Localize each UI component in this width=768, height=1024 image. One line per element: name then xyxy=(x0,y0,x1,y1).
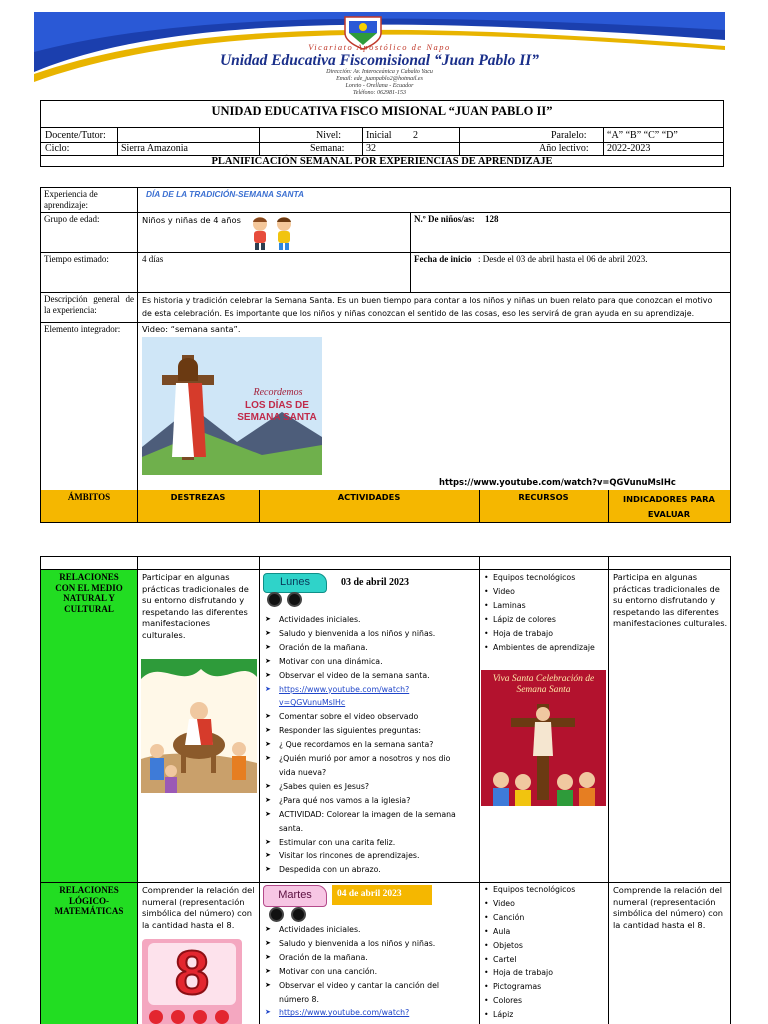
ambito-green-cell-1 xyxy=(41,570,137,882)
activity-item-cont: número 8. xyxy=(279,994,319,1004)
resource-item: • Video xyxy=(484,897,606,911)
activity-item: ➤ Visitar los rincones de aprendizajes. xyxy=(265,849,477,863)
day-label-martes: Martes xyxy=(278,889,312,901)
resource-item: • Laminas xyxy=(484,599,606,613)
activity-item: ➤ ¿Para qué nos vamos a la iglesia? xyxy=(265,794,477,808)
school-name: Unidad Educativa Fiscomisional “Juan Pablo II” xyxy=(219,52,540,69)
resource-item: • Pictogramas xyxy=(484,980,606,994)
ano-lectivo-value: 2022-2023 xyxy=(607,143,651,154)
activities-list-1 xyxy=(265,613,477,877)
activity-video-link-cont[interactable]: v=QGVunuMsIHc xyxy=(279,698,346,708)
image-text-semana-santa: SEMANA SANTA xyxy=(237,412,317,423)
experience-title: DÍA DE LA TRADICIÓN-SEMANA SANTA xyxy=(146,189,304,199)
number-8-image xyxy=(142,939,242,1024)
resource-item: • Hoja de trabajo xyxy=(484,627,606,641)
resource-item: • Cartel xyxy=(484,953,606,967)
descripcion-line-2: de esta celebración. Es importante que los niños y niñas conozcan el sentido de las cosas, eso les servirá de gran ayuda en su aprendizaje. xyxy=(142,309,695,318)
fecha-value: : Desde el 03 de abril hasta el 06 de abril 2023. xyxy=(478,254,648,264)
resource-item: • Aula xyxy=(484,925,606,939)
ambito-2: RELACIONES LÓGICO-MATEMÁTICAS xyxy=(54,885,124,916)
grupo-value: Niños y niñas de 4 años xyxy=(142,215,241,225)
fecha-label: Fecha de inicio xyxy=(414,254,472,264)
activity-item: ➤ Oración de la mañana. xyxy=(265,641,477,655)
header-ambitos: ÁMBITOS xyxy=(67,492,111,502)
date-2: 04 de abril 2023 xyxy=(337,889,402,899)
resource-item: • Canción xyxy=(484,911,606,925)
semana-label: Semana: xyxy=(310,143,345,154)
ambito-1: RELACIONES CON EL MEDIO NATURAL Y CULTURAL xyxy=(55,572,123,614)
vicariato-text: Vicariato Apostólico de Napo xyxy=(308,42,451,52)
activity-item: ➤ Motivar con una dinámica. xyxy=(265,655,477,669)
header-destrezas: DESTREZAS xyxy=(170,492,226,502)
activity-item: ➤ Actividades iniciales. xyxy=(265,923,477,937)
activity-item: ➤ Observar el video de la semana santa. xyxy=(265,669,477,683)
day-label-lunes: Lunes xyxy=(280,576,310,588)
image-text-recordemos: Recordemos xyxy=(253,387,303,398)
ciclo-value: Sierra Amazonia xyxy=(121,143,188,154)
resource-item: • Hoja de trabajo xyxy=(484,966,606,980)
resource-item: • Lápiz xyxy=(484,1008,606,1022)
activity-item-cont: vida nueva? xyxy=(279,767,327,777)
experience-label: Experiencia de aprendizaje: xyxy=(44,189,98,210)
activities-table xyxy=(40,556,731,1024)
activity-item: ➤ Motivar con una canción. xyxy=(265,965,477,979)
descripcion-line-1: Es historia y tradición celebrar la Semana Santa. Es un buen tiempo para contar a los niños y niñas un buen relato para que conozcan el motivo xyxy=(142,296,713,305)
semana-value: 32 xyxy=(366,143,376,154)
info-table xyxy=(40,100,724,167)
activity-item: ➤ Comentar sobre el video observado xyxy=(265,710,477,724)
activity-item: ➤ Saludo y bienvenida a los niños y niñas. xyxy=(265,627,477,641)
poster-title: Viva Santa Celebración de Semana Santa xyxy=(492,674,595,695)
resource-item: • Objetos xyxy=(484,939,606,953)
paralelo-label: Paralelo: xyxy=(551,130,587,141)
activity-item: ➤ Actividades iniciales. xyxy=(265,613,477,627)
location-line: Loreto - Orellana - Ecuador xyxy=(345,83,414,89)
nivel-label: Nivel: xyxy=(316,130,341,141)
resource-item: • Colores xyxy=(484,994,606,1008)
activity-item-cont: santa. xyxy=(279,823,304,833)
elemento-label: Elemento integrador: xyxy=(44,324,121,334)
ninos-value: 128 xyxy=(485,214,499,224)
lunes-badge xyxy=(263,573,327,609)
resources-list-1 xyxy=(484,571,606,654)
header-indicadores: INDICADORES PARA EVALUAR xyxy=(623,494,715,519)
ninos-label: N.º De niños/as: xyxy=(414,214,475,224)
header-actividades: ACTIVIDADES xyxy=(337,492,401,502)
school-banner xyxy=(34,12,725,94)
activity-item: ➤ Saludo y bienvenida a los niños y niñas. xyxy=(265,937,477,951)
activity-video-link[interactable]: ➤ https://www.youtube.com/watch? xyxy=(265,1006,477,1020)
indicator-1: Participa en algunas prácticas tradicionales de su entorno disfrutando y respetando las diferentes manifestaciones culturales. xyxy=(613,572,728,628)
ciclo-label: Ciclo: xyxy=(45,143,70,154)
semana-santa-poster xyxy=(481,670,606,806)
image-text-los-dias: LOS DÍAS DE xyxy=(245,400,309,411)
number-8-glyph: 8 xyxy=(174,939,210,1008)
indicator-2: Comprende la relación del numeral (representación simbólica del número) con la cantidad hasta el 8. xyxy=(613,885,724,930)
activity-video-link[interactable]: ➤ https://www.youtube.com/watch? xyxy=(265,683,477,697)
grupo-label: Grupo de edad: xyxy=(44,214,100,224)
resource-item: • Equipos tecnológicos xyxy=(484,883,606,897)
activity-item: ➤ Oración de la mañana. xyxy=(265,951,477,965)
phone-line: Teléfono: 062981-153 xyxy=(353,90,406,94)
date-1: 03 de abril 2023 xyxy=(341,577,410,588)
video-url[interactable]: https://www.youtube.com/watch?v=QGVunuMsIHc xyxy=(439,477,676,487)
activity-item: ➤ ¿Quién murió por amor a nosotros y nos dio xyxy=(265,752,477,766)
children-illustration xyxy=(246,214,300,252)
activity-item: ➤ Estimular con una carita feliz. xyxy=(265,836,477,850)
semana-santa-video-image[interactable] xyxy=(142,337,322,475)
header-recursos: RECURSOS xyxy=(518,492,569,502)
descripcion-label: Descripción general de la experiencia: xyxy=(44,294,134,315)
address-line: Dirección: Av. Interoceánica y Cabalto Yacu xyxy=(326,69,433,75)
activity-item: ➤ Despedida con un abrazo. xyxy=(265,863,477,877)
resources-list-2 xyxy=(484,883,606,1022)
resource-item: • Lápiz de colores xyxy=(484,613,606,627)
nivel-number: 2 xyxy=(413,130,418,141)
resource-item: • Video xyxy=(484,585,606,599)
destreza-2: Comprender la relación del numeral (representación simbólica del número) con la cantidad hasta el 8. xyxy=(142,885,255,930)
activity-item: ➤ Observar el video y cantar la canción del xyxy=(265,979,477,993)
elemento-value: Video: “semana santa”. xyxy=(142,324,241,334)
tiempo-label: Tiempo estimado: xyxy=(44,254,109,264)
email-line: Email: ede_juanpablo2@hotmail.es xyxy=(336,76,423,82)
docente-label: Docente/Tutor: xyxy=(45,130,106,141)
activity-item: ➤ ¿Sabes quien es Jesus? xyxy=(265,780,477,794)
resource-item: • Equipos tecnológicos xyxy=(484,571,606,585)
activity-item: ➤ ACTIVIDAD: Colorear la imagen de la semana xyxy=(265,808,477,822)
nivel-value: Inicial xyxy=(366,130,392,141)
palm-sunday-illustration xyxy=(141,659,257,793)
paralelo-value: “A” “B” “C” “D” xyxy=(607,130,678,141)
info-title: UNIDAD EDUCATIVA FISCO MISIONAL “JUAN PABLO II” xyxy=(41,101,723,128)
activity-item: ➤ Responder las siguientes preguntas: xyxy=(265,724,477,738)
experience-table xyxy=(40,187,731,523)
resource-item: • Ambientes de aprendizaje xyxy=(484,641,606,655)
ano-lectivo-label: Año lectivo: xyxy=(539,143,589,154)
tiempo-value: 4 días xyxy=(142,254,164,264)
apples-icon xyxy=(146,1007,238,1024)
activities-list-2 xyxy=(265,923,477,1020)
planning-title: PLANIFICACIÓN SEMANAL POR EXPERIENCIAS DE APRENDIZAJE xyxy=(211,156,553,167)
destreza-1: Participar en algunas prácticas tradicionales de su entorno disfrutando y respetando las diferentes manifestaciones culturales. xyxy=(142,572,249,640)
activity-item: ➤ ¿ Que recordamos en la semana santa? xyxy=(265,738,477,752)
